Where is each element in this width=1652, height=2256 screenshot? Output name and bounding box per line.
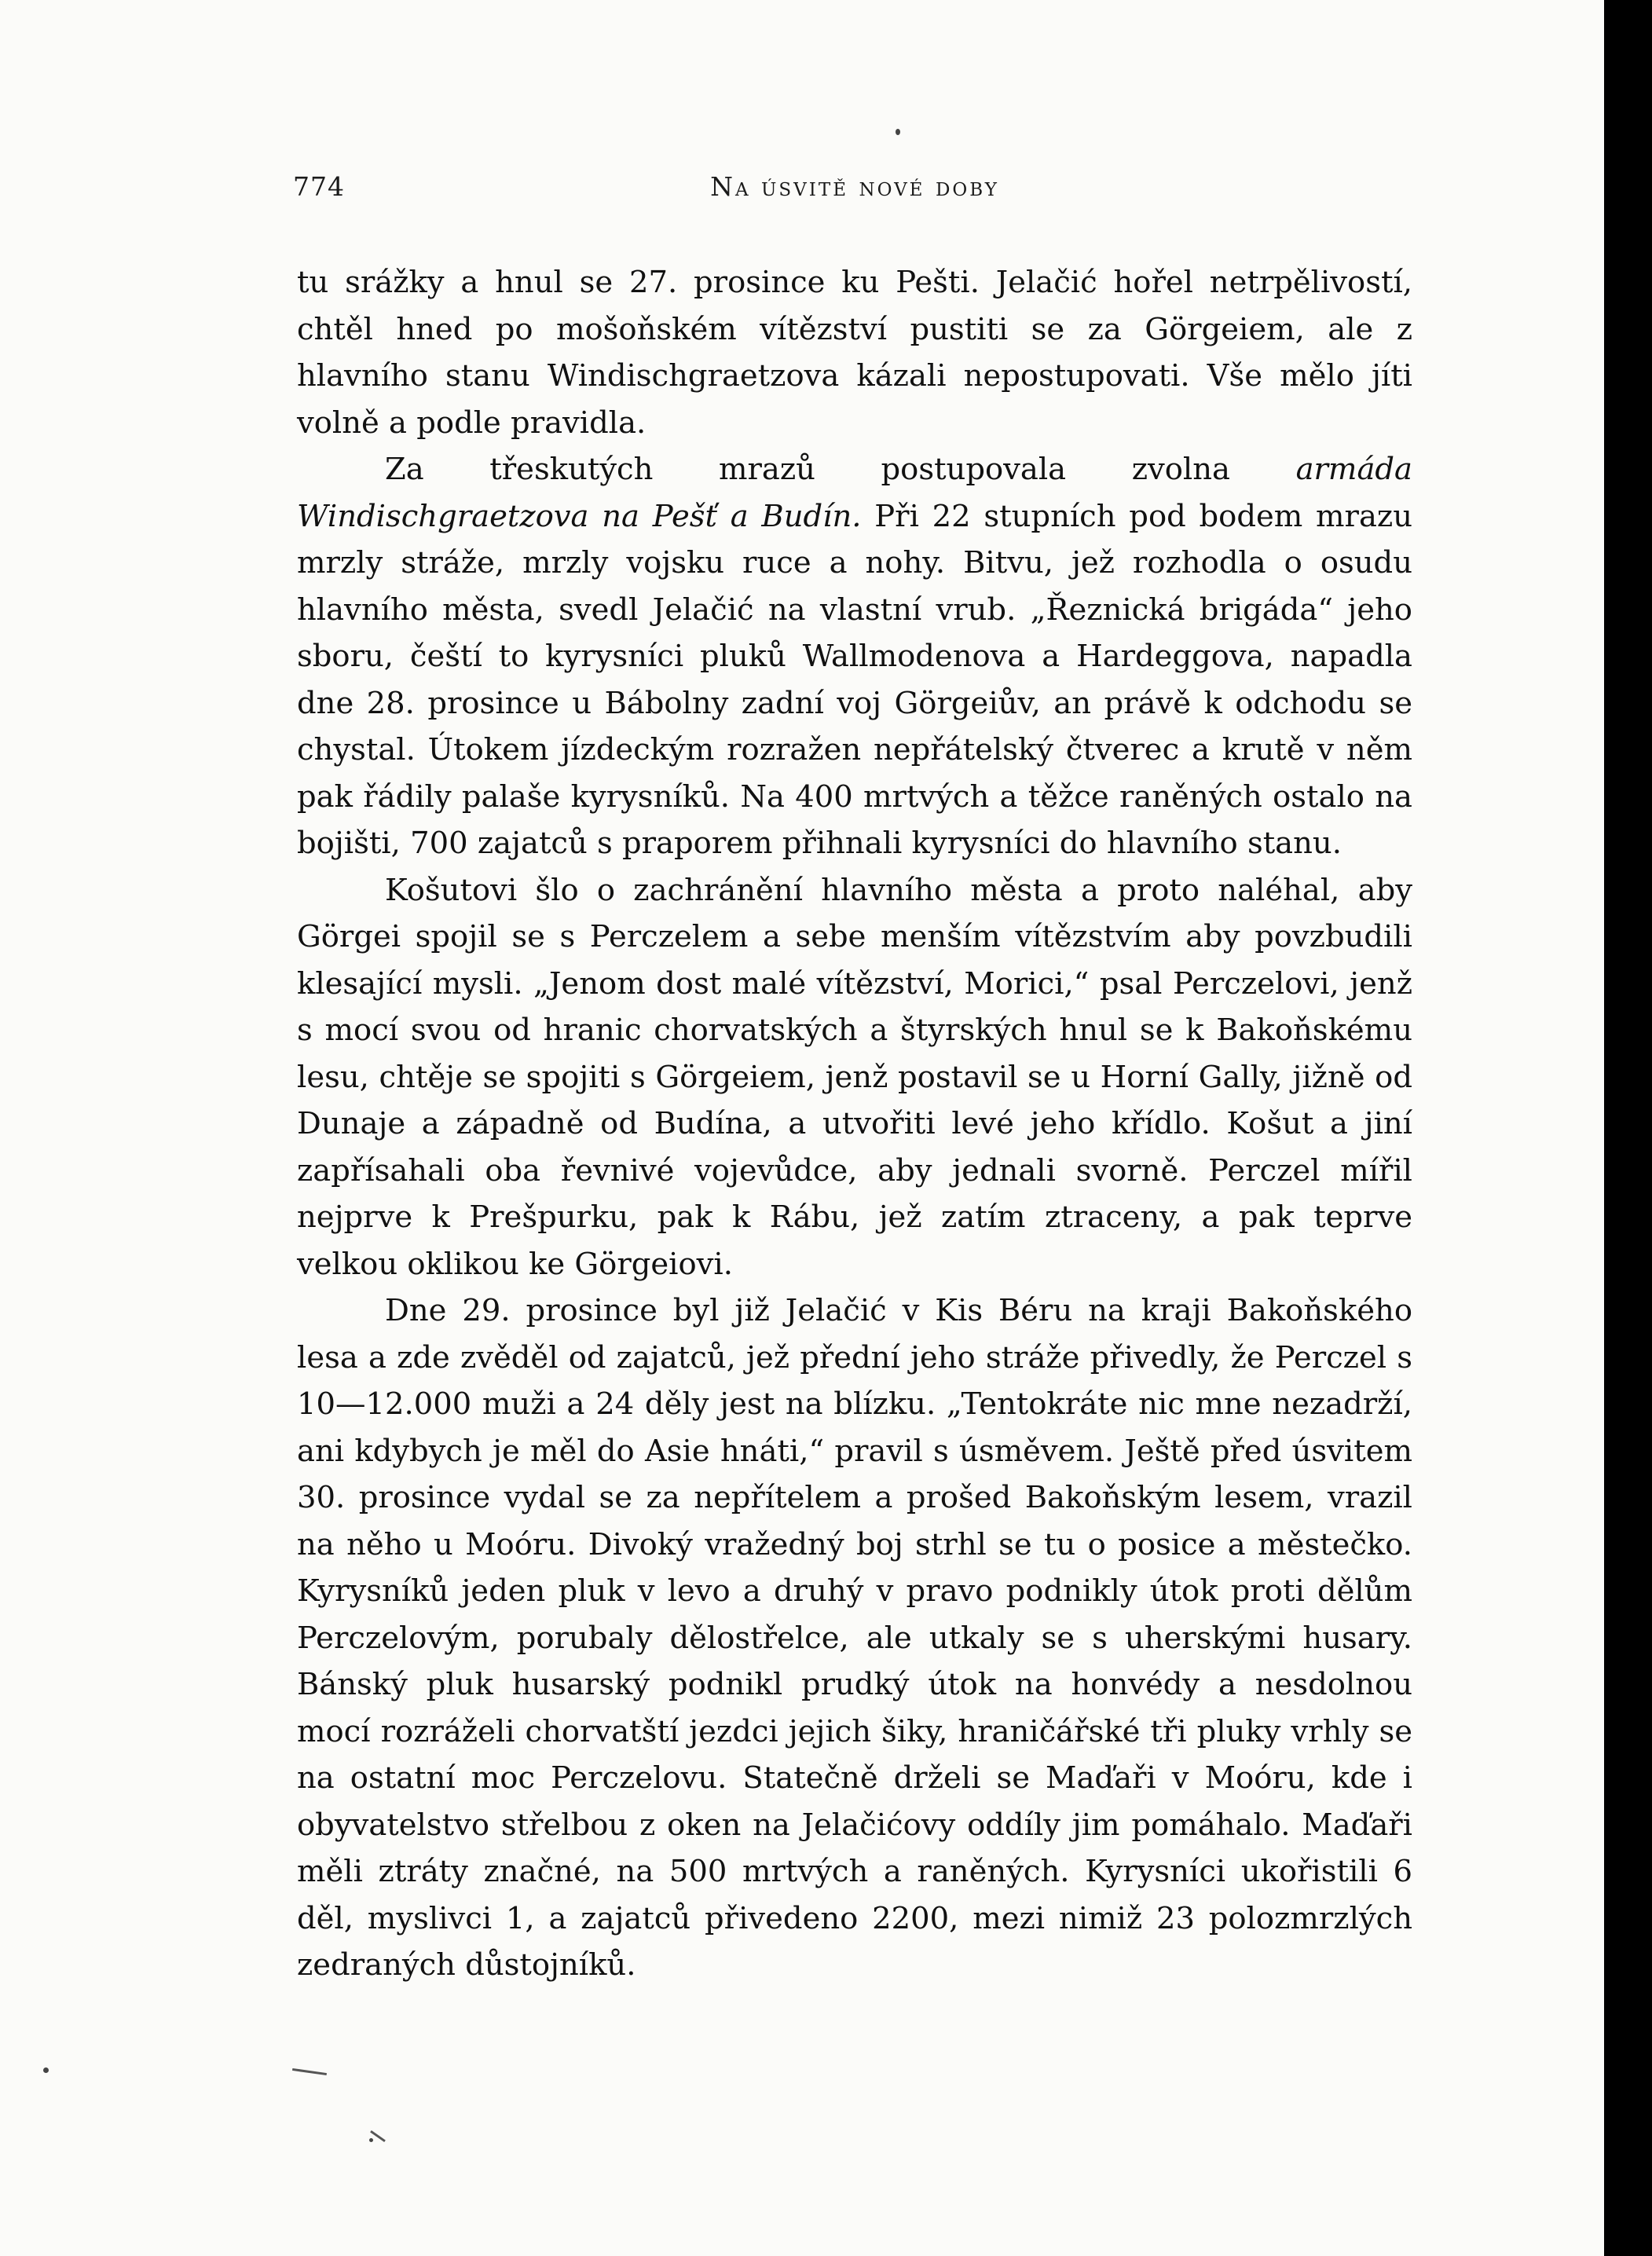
paragraph-4: Dne 29. prosince byl již Jelačić v Kis Béru na kraji Bakoňského lesa a zde zvěděl od zajatců, jež přední jeho stráže přivedly, že Perczel s 10—12.000 muži a 24 děly jest na blízku. „Tentokráte nic mne nezadrží, ani kdybych je měl do Asie hnáti,“ pravil s úsměvem. Ještě před úsvitem 30. prosince vydal se za nepřítelem a prošed Bakoňským lesem, vrazil na něho u Moóru. Divoký vražedný boj strhl se tu o posice a městečko. Kyrysníků jeden pluk v levo a druhý v pravo podnikly útok proti dělům Perczelovým, porubaly dělostřelce, ale utkaly se s uherskými husary. Bánský pluk husarský podnikl prudký útok na honvédy a nesdolnou mocí rozráželi chorvatští jezdci jejich šiky, hraničářské tři pluky vrhly se na ostatní moc Perczelovu. Statečně drželi se Maďaři v Moóru, kde i obyvatelstvo střelbou z oken na Jelačićovy oddíly jim pomáhalo. Maďaři měli ztráty značné, na 500 mrtvých a raněných. Kyrysníci ukořistili 6 děl, myslivci 1, a zajatců přivedeno 2200, mezi nimiž 23 polozmrzlých zedraných důstojníků. <box>297 1293 1412 1983</box>
scan-speck <box>369 2138 373 2142</box>
paragraph-2-italic: armáda Windischgraetzova na Pešť a Budín. <box>297 452 1412 534</box>
paragraph-1: tu srážky a hnul se 27. prosince ku Pešti. Jelačić hořel netrpělivostí, chtěl hned po mošoňském vítězství pustiti se za Görgeiem, ale z hlavního stanu Windischgraetzova kázali nepostupovati. Vše mělo jíti volně a podle pravidla. <box>297 265 1412 441</box>
paragraph-3: Košutovi šlo o zachránění hlavního města a proto naléhal, aby Görgei spojil se s Perczelem a sebe menším vítězstvím aby povzbudili klesající mysli. „Jenom dost malé vítězství, Morici,“ psal Perczelovi, jenž s mocí svou od hranic chorvatských a štyrských hnul se k Bakoňskému lesu, chtěje se spojiti s Görgeiem, jenž postavil se u Horní Gally, jižně od Dunaje a západně od Budína, a utvořiti levé jeho křídlo. Košut a jiní zapřísahali oba řevnivé vojevůdce, aby jednali svorně. Perczel mířil nejprve k Prešpurku, pak k Rábu, jež zatím ztraceny, a pak teprve velkou oklikou ke Görgeiovi. <box>297 872 1412 1282</box>
page-number: 774 <box>293 171 345 202</box>
paragraph-2 <box>297 446 1412 867</box>
page-header <box>293 171 1416 211</box>
body-text <box>297 259 1412 1989</box>
paragraph-2-rest: Při 22 stupních pod bodem mrazu mrzly stráže, mrzly vojsku ruce a nohy. Bitvu, jež rozhodla o osudu hlavního města, svedl Jelačić na vlastní vrub. „Řeznická brigáda“ jeho sboru, čeští to kyrysníci pluků Wallmodenova a Hardeggova, napadla dne 28. prosince u Bábolny zadní voj Görgeiův, an právě k odchodu se chystal. Útokem jízdeckým rozražen nepřátelský čtverec a krutě v něm pak řádily palaše kyrysníků. Na 400 mrtvých a těžce raněných ostalo na bojišti, 700 zajatců s praporem přihnali kyrysníci do hlavního stanu. <box>297 498 1412 861</box>
running-title: Na úsvitě nové doby <box>710 171 999 202</box>
paragraph-2-start: Za třeskutých mrazů postupovala zvolna <box>385 452 1296 487</box>
scan-speck <box>43 2067 49 2073</box>
scan-mark <box>292 2068 327 2075</box>
scan-speck <box>896 129 900 135</box>
